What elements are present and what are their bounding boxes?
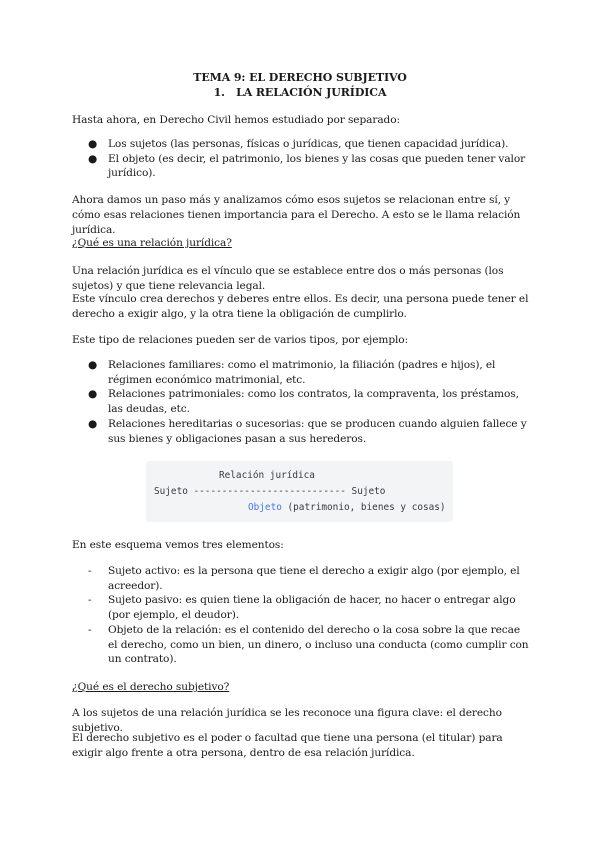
bullet-marker: ● — [88, 138, 98, 150]
elements-list — [88, 564, 532, 667]
diagram-object-keyword: Objeto — [248, 502, 282, 513]
bullet-marker: ● — [88, 388, 98, 401]
types-intro: Este tipo de relaciones pueden ser de varios tipos, por ejemplo: — [72, 334, 409, 346]
definition-paragraph-2: Este vínculo crea derechos y deberes entre ellos. Es decir, una persona puede tener el derecho a exigir algo, y la otra tiene la obligación de cumplirlo. — [72, 293, 529, 320]
document-title: TEMA 9: EL DERECHO SUBJETIVO — [193, 71, 407, 84]
subjective-right-definition: El derecho subjetivo es el poder o facultad que tiene una persona (el titular) para exigir algo frente a otra persona, dentro de esa relación jurídica. — [72, 732, 503, 759]
bullet-marker: ● — [88, 152, 98, 165]
intro-list — [88, 137, 532, 181]
section-heading — [0, 86, 600, 100]
elements-intro: En este esquema vemos tres elementos: — [72, 539, 284, 551]
question-heading-1: ¿Qué es una relación jurídica? — [72, 237, 232, 249]
dash-marker: - — [88, 594, 92, 607]
diagram-subjects-line: Sujeto --------------------------- Sujeto — [154, 486, 386, 497]
list-item: - Objeto de la relación: es el contenido del derecho o la cosa sobre la que recae el derecho, como un bien, un dinero, o incluso una conducta (como cumplir con un contrato). — [88, 623, 529, 666]
section-number: 1. — [213, 86, 225, 99]
bullet-marker: ● — [88, 417, 98, 430]
list-item: ● Relaciones hereditarias o sucesorias: que se producen cuando alguien fallece y sus bienes y obligaciones pasan a sus herederos. — [88, 417, 527, 445]
bullet-marker: ● — [88, 359, 98, 371]
dash-marker: - — [88, 623, 92, 636]
list-item: - Sujeto pasivo: es quien tiene la obligación de hacer, no hacer o entregar algo (por ejemplo, el deudor). — [88, 594, 516, 622]
relation-diagram — [146, 461, 453, 522]
next-step-paragraph: Ahora damos un paso más y analizamos cómo esos sujetos se relacionan entre sí, y cómo esas relaciones tienen importancia para el Derecho. A esto se le llama relación jurídica. — [72, 194, 521, 236]
list-item: ● El objeto (es decir, el patrimonio, los bienes y las cosas que pueden tener valor jurídico). — [88, 152, 526, 180]
dash-marker: - — [88, 565, 92, 577]
types-list — [88, 358, 532, 446]
list-item: - Sujeto activo: es la persona que tiene el derecho a exigir algo (por ejemplo, el acreedor). — [88, 565, 520, 592]
list-item: ● Relaciones patrimoniales: como los contratos, la compraventa, los préstamos, las deudas, etc. — [88, 388, 519, 416]
intro-paragraph: Hasta ahora, en Derecho Civil hemos estudiado por separado: — [72, 114, 400, 126]
list-item: ● Los sujetos (las personas, físicas o jurídicas, que tienen capacidad jurídica). — [88, 138, 509, 150]
definition-paragraph-1: Una relación jurídica es el vínculo que se establece entre dos o más personas (los sujetos) y que tiene relevancia legal. — [72, 265, 504, 292]
list-item: ● Relaciones familiares: como el matrimonio, la filiación (padres e hijos), el régimen económico matrimonial, etc. — [88, 359, 496, 386]
section-title: LA RELACIÓN JURÍDICA — [236, 86, 387, 99]
diagram-object-line: Objeto (patrimonio, bienes y cosas) — [248, 502, 446, 513]
question-heading-2: ¿Qué es el derecho subjetivo? — [72, 681, 230, 693]
key-figure-paragraph: A los sujetos de una relación jurídica se les reconoce una figura clave: el derecho subjetivo. — [72, 707, 502, 734]
diagram-title: Relación jurídica — [219, 470, 315, 481]
